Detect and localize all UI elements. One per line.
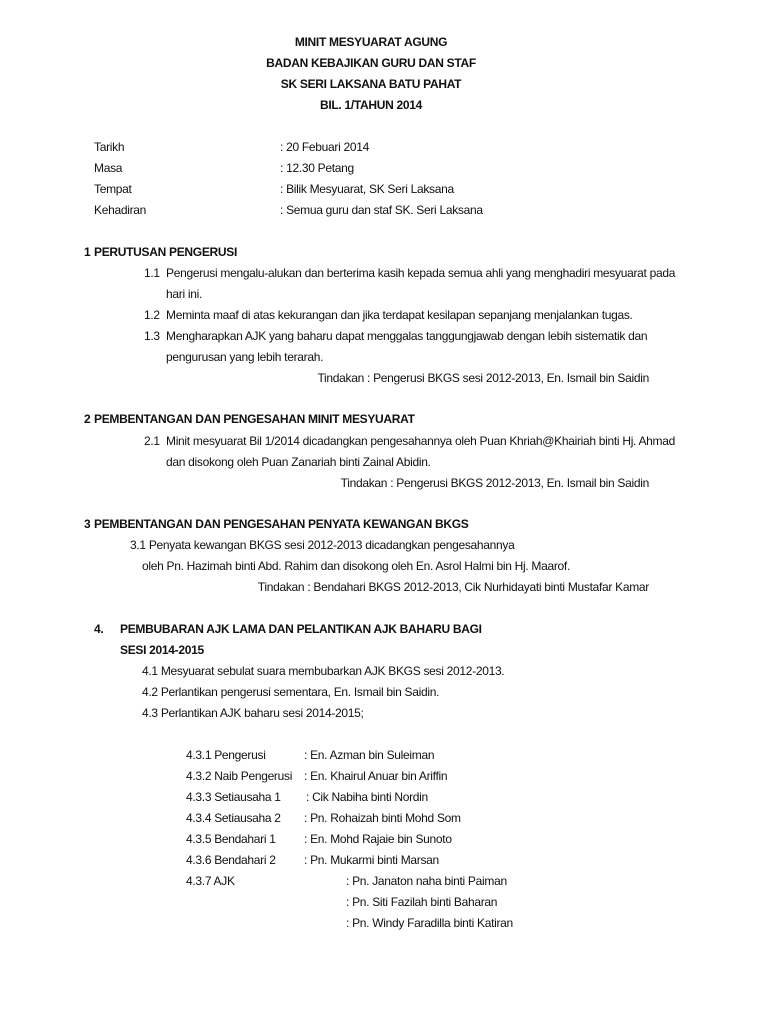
ajk-role-treasurer-2: 4.3.6 Bendahari 2 xyxy=(186,853,276,867)
ajk-name-chair: : En. Azman bin Suleiman xyxy=(304,748,435,762)
info-label-time: Masa xyxy=(94,161,123,175)
item-4-1-text: 4.1 Mesyuarat sebulat suara membubarkan AJK BKGS sesi 2012-2013. xyxy=(142,664,505,678)
item-1-3-text: Mengharapkan AJK yang baharu dapat menggalas tanggungjawab dengan lebih sistematik dan xyxy=(166,329,648,343)
item-1-3-number: 1.3 xyxy=(144,329,160,343)
ajk-name-secretary-1: : Cik Nabiha binti Nordin xyxy=(306,790,428,804)
item-1-1-text-cont: hari ini. xyxy=(166,287,202,301)
section-2-title: PEMBENTANGAN DAN PENGESAHAN MINIT MESYUARAT xyxy=(94,412,415,426)
info-value-attendance: : Semua guru dan staf SK. Seri Laksana xyxy=(280,203,483,217)
item-1-2-number: 1.2 xyxy=(144,308,160,322)
section-2-number: 2 xyxy=(84,412,91,426)
ajk-role-treasurer-1: 4.3.5 Bendahari 1 xyxy=(186,832,276,846)
meeting-number: BIL. 1/TAHUN 2014 xyxy=(319,98,423,112)
organization-name: BADAN KEBAJIKAN GURU DAN STAF xyxy=(266,56,476,70)
section-4-title-cont: SESI 2014-2015 xyxy=(120,643,204,657)
ajk-role-chair: 4.3.1 Pengerusi xyxy=(186,748,266,762)
item-4-3-text: 4.3 Perlantikan AJK baharu sesi 2014-2015; xyxy=(142,706,364,720)
document-title: MINIT MESYUARAT AGUNG xyxy=(294,35,448,49)
section-3-title: PEMBENTANGAN DAN PENGESAHAN PENYATA KEWANGAN BKGS xyxy=(94,517,469,531)
ajk-name-secretary-2: : Pn. Rohaizah binti Mohd Som xyxy=(304,811,461,825)
section-1-action: Tindakan : Pengerusi BKGS sesi 2012-2013, En. Ismail bin Saidin xyxy=(317,371,649,385)
section-2-action: Tindakan : Pengerusi BKGS 2012-2013, En. Ismail bin Saidin xyxy=(340,476,649,490)
ajk-member-2: : Pn. Siti Fazilah binti Baharan xyxy=(346,895,498,909)
ajk-name-treasurer-1: : En. Mohd Rajaie bin Sunoto xyxy=(304,832,452,846)
section-1-number: 1 xyxy=(84,245,91,259)
info-value-time: : 12.30 Petang xyxy=(280,161,354,175)
ajk-role-vice-chair: 4.3.2 Naib Pengerusi xyxy=(186,769,293,783)
section-1-title: PERUTUSAN PENGERUSI xyxy=(94,245,237,259)
info-label-date: Tarikh xyxy=(94,140,125,154)
ajk-member-3: : Pn. Windy Faradilla binti Katiran xyxy=(346,916,513,930)
section-3-number: 3 xyxy=(84,517,91,531)
item-4-2-text: 4.2 Perlantikan pengerusi sementara, En. Ismail bin Saidin. xyxy=(142,685,440,699)
ajk-name-treasurer-2: : Pn. Mukarmi binti Marsan xyxy=(304,853,439,867)
item-1-1-text: Pengerusi mengalu-alukan dan berterima kasih kepada semua ahli yang menghadiri mesyuarat pada xyxy=(166,266,676,280)
info-value-place: : Bilik Mesyuarat, SK Seri Laksana xyxy=(280,182,454,196)
section-4-number: 4. xyxy=(94,622,104,636)
item-3-1-text: 3.1 Penyata kewangan BKGS sesi 2012-2013 dicadangkan pengesahannya xyxy=(130,538,515,552)
info-label-attendance: Kehadiran xyxy=(94,203,147,217)
ajk-role-secretary-2: 4.3.4 Setiausaha 2 xyxy=(186,811,281,825)
section-3-action: Tindakan : Bendahari BKGS 2012-2013, Cik Nurhidayati binti Mustafar Kamar xyxy=(257,580,649,594)
item-2-1-text-cont: dan disokong oleh Puan Zanariah binti Zainal Abidin. xyxy=(166,455,431,469)
ajk-member-1: : Pn. Janaton naha binti Paiman xyxy=(346,874,507,888)
item-2-1-text: Minit mesyuarat Bil 1/2014 dicadangkan pengesahannya oleh Puan Khriah@Khairiah binti Hj. Ahmad xyxy=(166,434,675,448)
item-1-3-text-cont: pengurusan yang lebih terarah. xyxy=(166,350,324,364)
info-label-place: Tempat xyxy=(94,182,132,196)
ajk-role-committee: 4.3.7 AJK xyxy=(186,874,235,888)
info-value-date: : 20 Febuari 2014 xyxy=(280,140,369,154)
item-1-2-text: Meminta maaf di atas kekurangan dan jika terdapat kesilapan sepanjang menjalankan tugas. xyxy=(166,308,633,322)
section-4-title: PEMBUBARAN AJK LAMA DAN PELANTIKAN AJK BAHARU BAGI xyxy=(120,622,482,636)
school-name: SK SERI LAKSANA BATU PAHAT xyxy=(280,77,462,91)
item-1-1-number: 1.1 xyxy=(144,266,160,280)
item-2-1-number: 2.1 xyxy=(144,434,160,448)
ajk-role-secretary-1: 4.3.3 Setiausaha 1 xyxy=(186,790,281,804)
ajk-name-vice-chair: : En. Khairul Anuar bin Ariffin xyxy=(304,769,448,783)
item-3-1-text-cont: oleh Pn. Hazimah binti Abd. Rahim dan disokong oleh En. Asrol Halmi bin Hj. Maarof. xyxy=(142,559,571,573)
